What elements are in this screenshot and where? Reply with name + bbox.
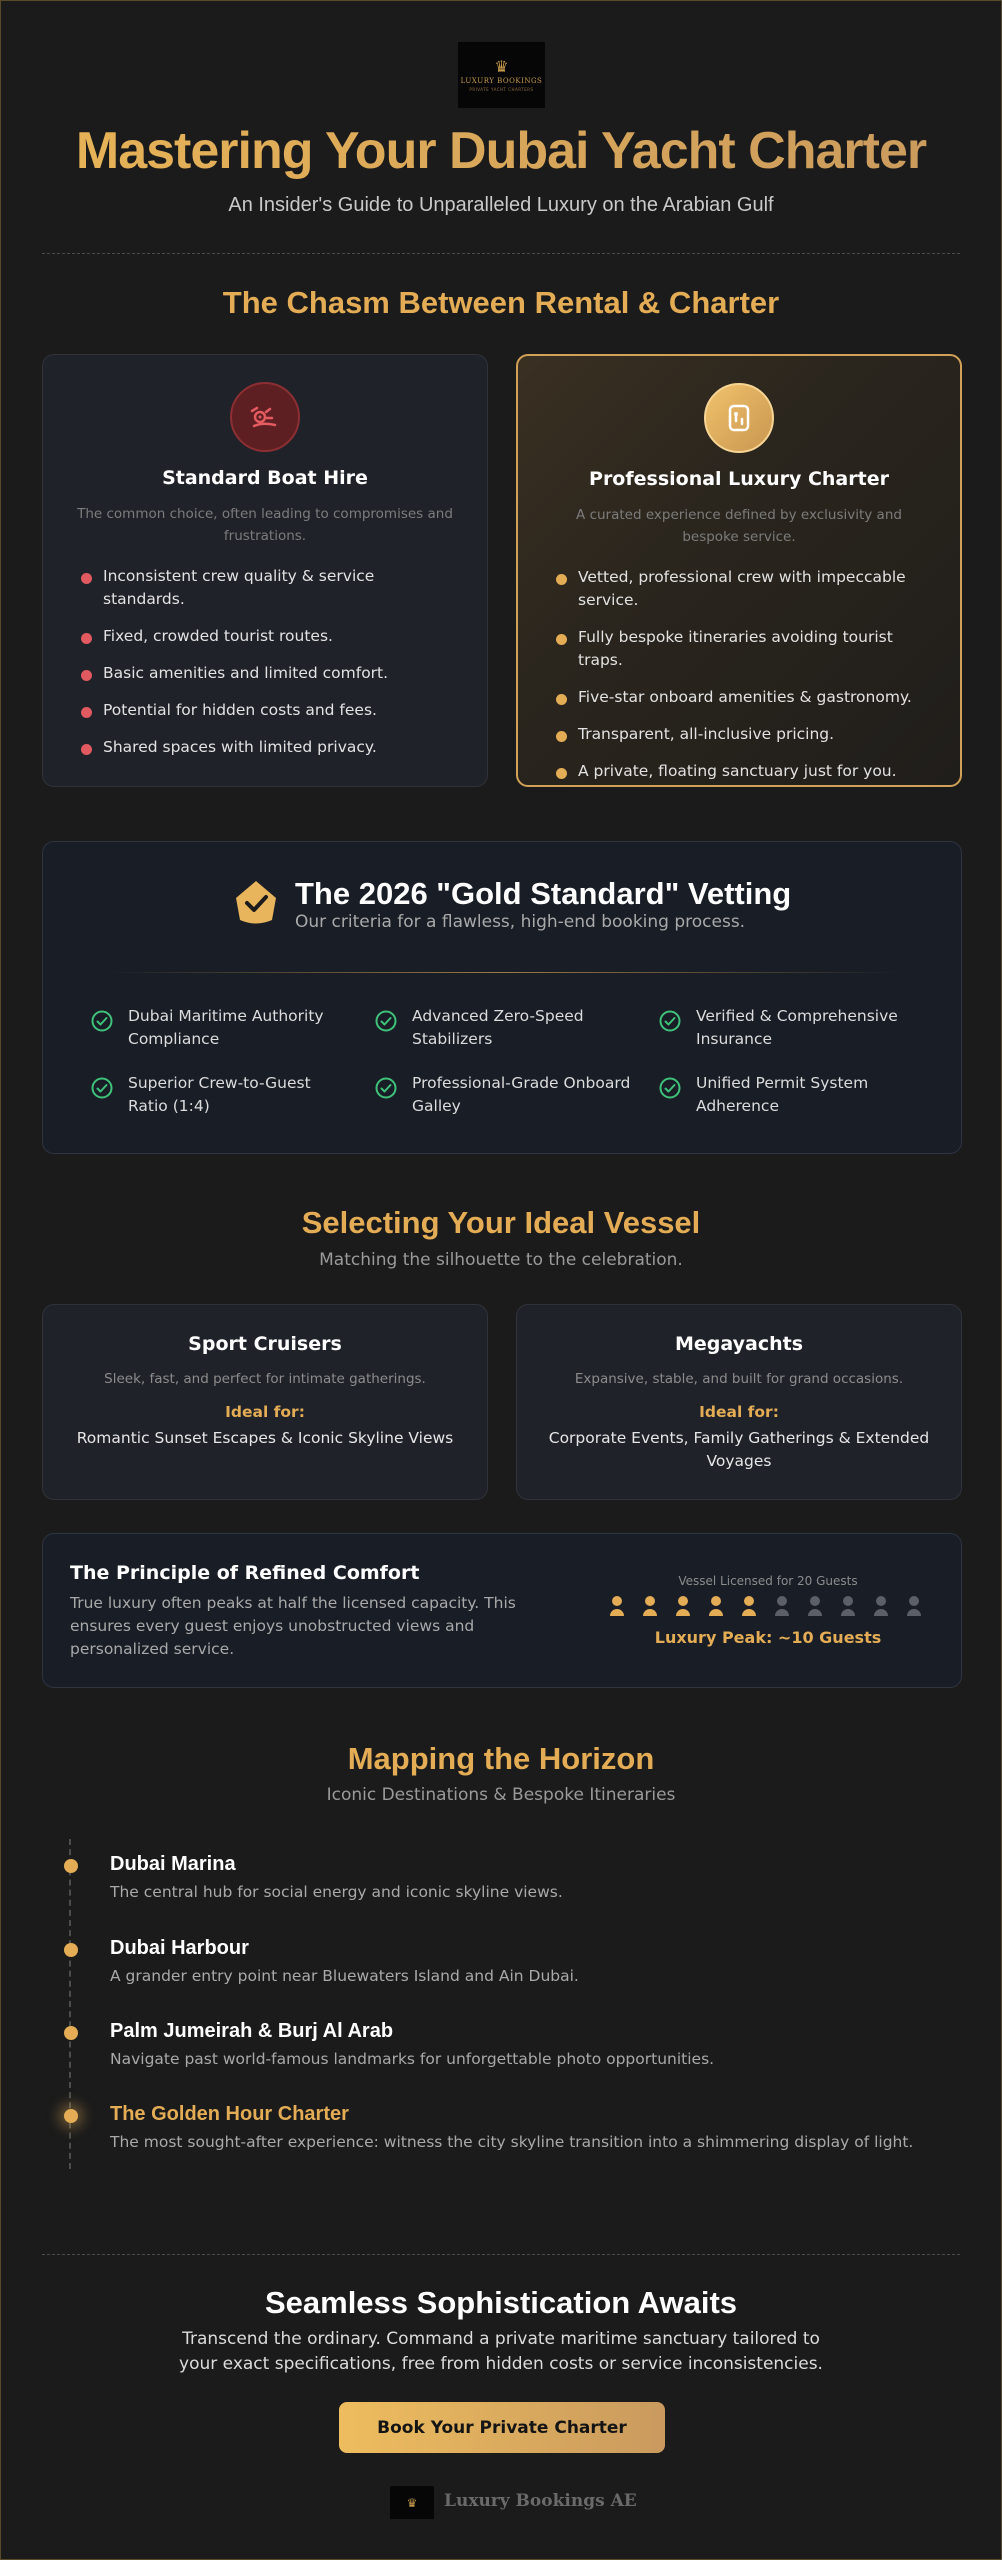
luxury-charter-desc: A curated experience defined by exclusivity and bespoke service. [576, 507, 902, 545]
guest-icon [675, 1596, 691, 1622]
divider [42, 253, 960, 254]
vetting-item: Unified Permit System Adherence [659, 1072, 919, 1118]
refined-comfort-desc: True luxury often peaks at half the licensed capacity. This ensures every guest enjoys unobstructed views and personalized service. [70, 1594, 516, 1658]
standard-hire-list [81, 565, 457, 773]
list-item: A private, floating sanctuary just for you. [556, 760, 930, 783]
vessel-card-sport-cruisers[interactable] [42, 1304, 488, 1500]
vessel-desc: Expansive, stable, and built for grand occasions. [574, 1371, 904, 1387]
footer-logo[interactable] [390, 2486, 434, 2519]
destination-title: Dubai Harbour [110, 1937, 249, 1959]
luxury-charter-list [556, 566, 930, 797]
vessel-card-megayachts[interactable] [516, 1304, 962, 1500]
list-item: Transparent, all-inclusive pricing. [556, 723, 930, 746]
destination-title: Dubai Marina [110, 1853, 236, 1875]
bullet-dot [556, 694, 567, 705]
timeline-dot [64, 1943, 78, 1957]
bullet-dot [81, 633, 92, 644]
vetting-subtitle: Our criteria for a flawless, high-end booking process. [295, 912, 746, 932]
destination-title: The Golden Hour Charter [110, 2103, 349, 2125]
guest-icon [642, 1596, 658, 1622]
destination-desc: The most sought-after experience: witness the city skyline transition into a shimmering display of light. [110, 2133, 914, 2151]
check-circle-icon [91, 1077, 113, 1099]
page-title: Mastering Your Dubai Yacht Charter [1, 121, 1001, 181]
vessel-name: Sport Cruisers [188, 1333, 342, 1355]
guest-icon [873, 1596, 889, 1622]
guest-icon [741, 1596, 757, 1622]
list-item: Five-star onboard amenities & gastronomy. [556, 686, 930, 709]
footer-brand-name: Luxury Bookings AE [444, 2491, 637, 2511]
destination-desc: A grander entry point near Bluewaters Island and Ain Dubai. [110, 1967, 579, 1985]
vetting-panel [42, 841, 962, 1154]
list-item: Basic amenities and limited comfort. [81, 662, 457, 685]
crown-icon: ♛ [406, 2495, 418, 2510]
timeline-dot [64, 2026, 78, 2040]
guest-icon [840, 1596, 856, 1622]
logo-subtext: PRIVATE YACHT CHARTERS [469, 86, 534, 92]
final-title: Seamless Sophistication Awaits [264, 2285, 738, 2320]
brand-logo[interactable] [458, 42, 545, 108]
list-item: Inconsistent crew quality & service standards. [81, 565, 457, 611]
refined-comfort-title: The Principle of Refined Comfort [70, 1562, 420, 1584]
bullet-dot [81, 744, 92, 755]
comparison-title: The Chasm Between Rental & Charter [222, 285, 780, 320]
vessels-title: Selecting Your Ideal Vessel [301, 1205, 701, 1240]
horizon-subtitle: Iconic Destinations & Bespoke Itineraries [326, 1785, 676, 1805]
divider [103, 972, 901, 973]
check-circle-icon [91, 1010, 113, 1032]
luxury-charter-title: Professional Luxury Charter [589, 468, 889, 490]
guest-icon [609, 1596, 625, 1622]
ideal-for-value: Romantic Sunset Escapes & Iconic Skyline Views [76, 1429, 454, 1447]
vetting-item: Superior Crew-to-Guest Ratio (1:4) [91, 1072, 351, 1118]
page-subtitle: An Insider's Guide to Unparalleled Luxury on the Arabian Gulf [228, 194, 774, 216]
logo-text: LUXURY BOOKINGS [460, 76, 543, 85]
vessel-desc: Sleek, fast, and perfect for intimate gatherings. [104, 1371, 426, 1387]
bullet-dot [556, 731, 567, 742]
ideal-for-label: Ideal for: [225, 1403, 305, 1421]
bullet-dot [81, 707, 92, 718]
capacity-caption: Vessel Licensed for 20 Guests [678, 1574, 858, 1588]
destination-desc: Navigate past world-famous landmarks for unforgettable photo opportunities. [110, 2050, 715, 2068]
bullet-dot [81, 573, 92, 584]
destination-title: Palm Jumeirah & Burj Al Arab [110, 2020, 394, 2042]
guest-icons [609, 1596, 939, 1622]
guest-icon [774, 1596, 790, 1622]
standard-hire-desc: The common choice, often leading to compromises and frustrations. [77, 506, 453, 544]
crown-icon: ♛ [494, 56, 509, 76]
bullet-dot [556, 768, 567, 779]
divider [42, 2254, 960, 2255]
badge-check-icon [231, 878, 281, 928]
list-item: Vetted, professional crew with impeccable service. [556, 566, 930, 612]
key-card-icon [704, 383, 774, 453]
standard-hire-card [42, 354, 488, 787]
list-item: Fixed, crowded tourist routes. [81, 625, 457, 648]
bullet-dot [556, 574, 567, 585]
bullet-dot [81, 670, 92, 681]
guest-icon [708, 1596, 724, 1622]
standard-hire-title: Standard Boat Hire [162, 467, 368, 489]
bullet-dot [556, 634, 567, 645]
ideal-for-label: Ideal for: [699, 1403, 779, 1421]
list-item: Shared spaces with limited privacy. [81, 736, 457, 759]
check-circle-icon [375, 1077, 397, 1099]
destination-desc: The central hub for social energy and iconic skyline views. [110, 1883, 563, 1901]
vessel-name: Megayachts [674, 1333, 804, 1355]
timeline-dot [64, 2109, 78, 2123]
check-circle-icon [659, 1010, 681, 1032]
guest-icon [807, 1596, 823, 1622]
list-item: Fully bespoke itineraries avoiding tourist traps. [556, 626, 930, 672]
vessels-subtitle: Matching the silhouette to the celebration. [319, 1250, 683, 1270]
horizon-title: Mapping the Horizon [347, 1741, 655, 1776]
ideal-for-value: Corporate Events, Family Gatherings & Extended Voyages [548, 1429, 930, 1470]
check-circle-icon [375, 1010, 397, 1032]
list-item: Potential for hidden costs and fees. [81, 699, 457, 722]
luxury-peak-label: Luxury Peak: ~10 Guests [654, 1628, 882, 1647]
book-charter-button[interactable]: Book Your Private Charter [339, 2402, 665, 2453]
vetting-item: Professional-Grade Onboard Galley [375, 1072, 635, 1118]
sad-face-icon [230, 382, 300, 452]
check-circle-icon [659, 1077, 681, 1099]
guest-icon [906, 1596, 922, 1622]
vetting-item: Advanced Zero-Speed Stabilizers [375, 1005, 635, 1051]
timeline-dot [64, 1859, 78, 1873]
final-desc: Transcend the ordinary. Command a private maritime sanctuary tailored to your exact specifications, free from hidden costs or service inconsistencies. [179, 2329, 823, 2374]
vetting-title: The 2026 "Gold Standard" Vetting [295, 876, 792, 911]
luxury-charter-card [516, 354, 962, 787]
vetting-item: Dubai Maritime Authority Compliance [91, 1005, 351, 1051]
vetting-item: Verified & Comprehensive Insurance [659, 1005, 919, 1051]
refined-comfort-panel [42, 1533, 962, 1688]
